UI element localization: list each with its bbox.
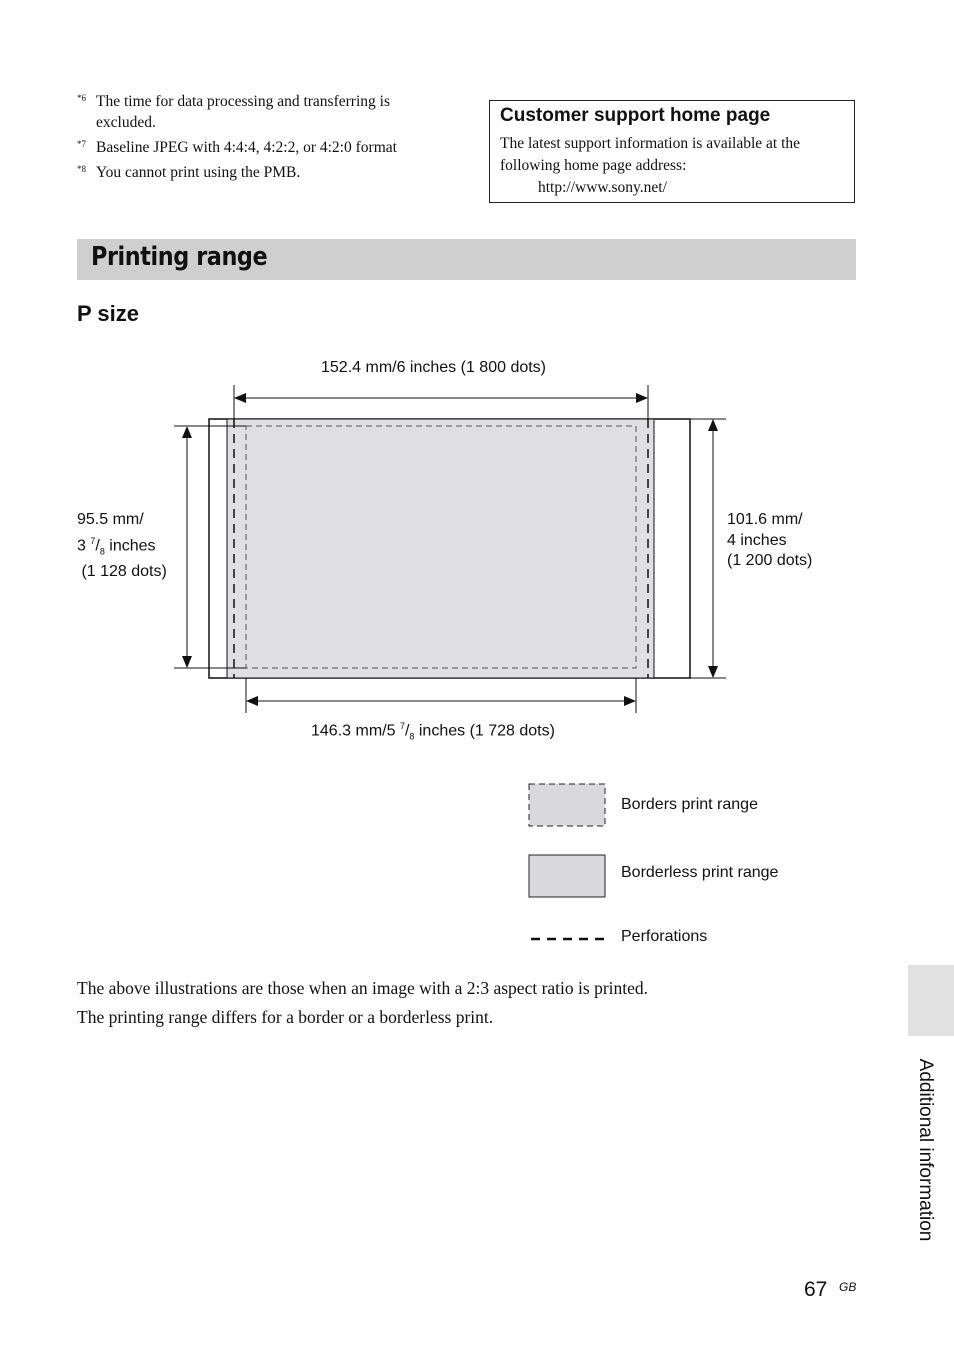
top-dimension-label: 152.4 mm/6 inches (1 800 dots) — [321, 359, 547, 376]
left-dimension-label: 95.5 mm/ 3 $^7/_8$ inches (1 128 dots) — [77, 511, 167, 580]
footnote-mark: *7 — [77, 139, 86, 149]
footnote-mark: *6 — [77, 93, 86, 103]
legend-borders-label: Borders print range — [621, 796, 758, 813]
side-tab-label: Additional information — [915, 1058, 936, 1242]
footnote-text: The time for data processing and transferring is excluded. — [96, 93, 390, 131]
support-url-link[interactable]: http://www.sony.net/ — [538, 179, 667, 196]
section-title: Printing range — [91, 242, 268, 272]
page-number: 67 — [804, 1278, 828, 1301]
borderless-print-area — [227, 419, 654, 678]
page-number-suffix: GB — [839, 1280, 857, 1294]
bottom-dimension-label: 146.3 mm/5 $^7/_8$ inches (1 728 dots) — [311, 721, 555, 742]
legend-borderless-label: Borderless print range — [621, 864, 779, 881]
subsection-title: P size — [77, 301, 139, 326]
legend-perforations-label: Perforations — [621, 928, 708, 945]
footnote-text: Baseline JPEG with 4:4:4, 4:2:2, or 4:2:0 format — [96, 139, 397, 156]
body-paragraph-2: The printing range differs for a border or a borderless print. — [77, 1007, 494, 1027]
body-paragraph-1: The above illustrations are those when an image with a 2:3 aspect ratio is printed. — [77, 978, 649, 998]
support-box-title: Customer support home page — [500, 105, 771, 126]
legend-borders-swatch — [529, 784, 605, 826]
legend-borderless-swatch — [529, 855, 605, 897]
side-tab-marker — [908, 965, 954, 1036]
footnote-text: You cannot print using the PMB. — [96, 164, 301, 181]
right-dimension-label: 101.6 mm/ 4 inches (1 200 dots) — [727, 511, 813, 569]
support-box-body: The latest support information is available at the following home page address: — [500, 135, 801, 174]
footnote-mark: *8 — [77, 164, 86, 174]
